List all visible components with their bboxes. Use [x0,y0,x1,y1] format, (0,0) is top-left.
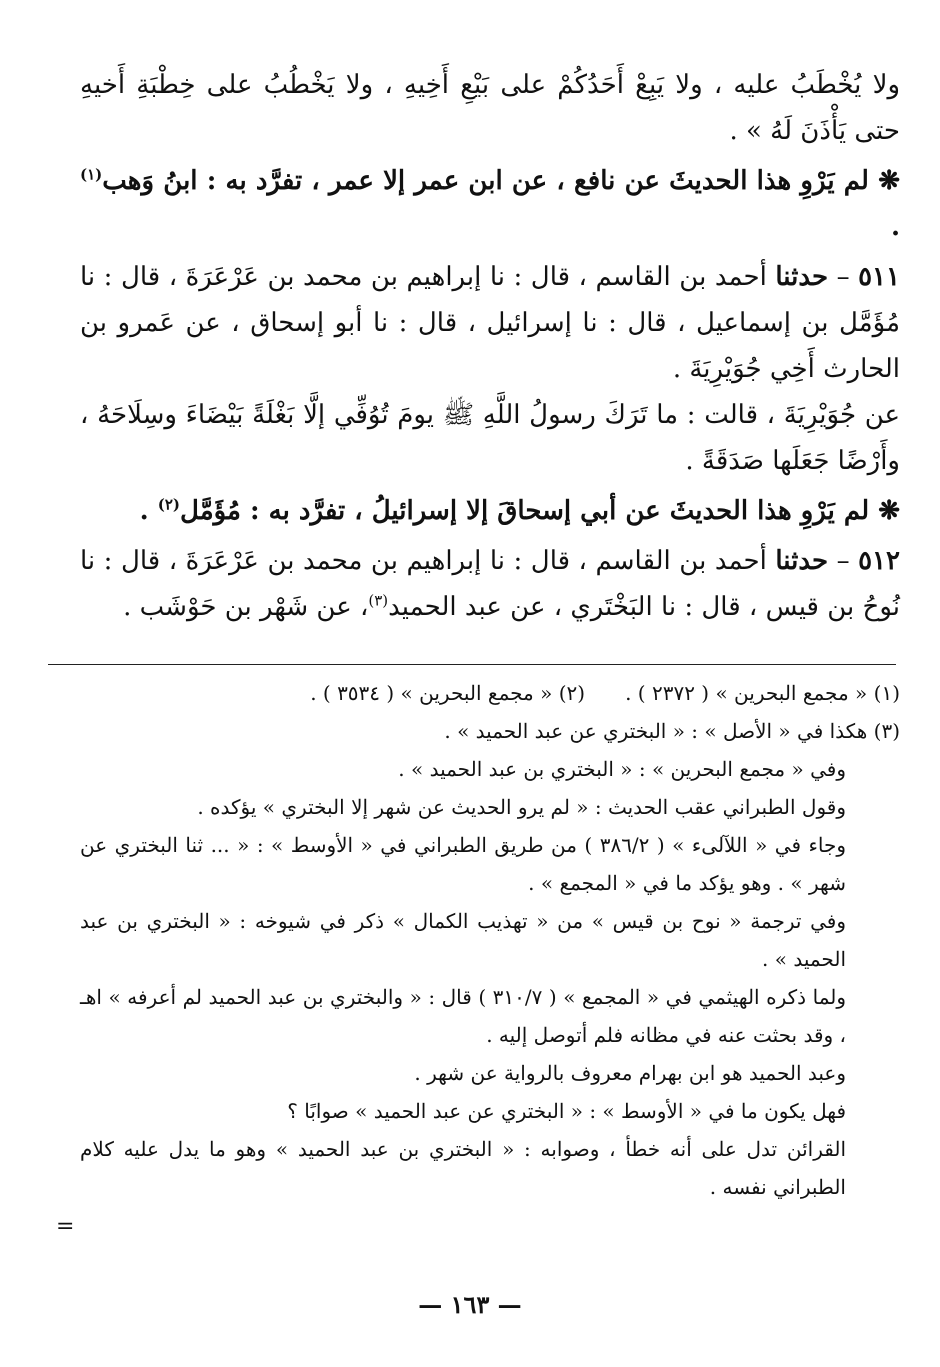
hadith-511-isnad: ٥١١ – حدثنا أحمد بن القاسم ، قال : نا إبراهيم بن محمد بن عَرْعَرَةَ ، قال : نا مُؤَمَّل بن إسماعيل ، قال : نا إسرائيل ، قال : نا أبو إسحاق ، عن عَمرو بن الحارث أَخِي جُوَيْرِيَةَ . [80,262,900,384]
star-marker: ❋ [878,166,900,196]
footnote-3-line: وفي « مجمع البحرين » : « البختري بن عبد الحميد » . [398,757,846,781]
footnote-row-1-2 [80,674,900,712]
star-marker: ❋ [878,496,900,526]
footnote-3-line: القرائن تدل على أنه خطأ ، وصوابه : « البختري بن عبد الحميد » وهو ما يدل عليه كلام الطبراني نفسه . [80,1137,846,1199]
footnote-3-line: وقول الطبراني عقب الحديث : « لم يرو الحديث عن شهر إلا البختري » يؤكده . [197,795,846,819]
verdict-510: ❋ لم يَرْوِ هذا الحديثَ عن نافع ، عن ابن عمر إلا عمر ، تفرَّد به : ابنُ وَهب$^{(١)}$ . [80,165,900,242]
footnote-ref-3[interactable]: (٣) [368,591,389,610]
footnote-ref-1[interactable]: (١) [80,165,103,184]
hadith-512-isnad: ٥١٢ – حدثنا أحمد بن القاسم ، قال : نا إبراهيم بن محمد بن عَرْعَرَةَ ، قال : نا نُوحُ بن قيس ، قال : نا البَخْتَري ، عن عبد الحميد$^{(٣)}$، عن شَهْر بن حَوْشَب . [80,546,900,622]
footnote-3-line: (٣) هكذا في « الأصل » : « البختري عن عبد الحميد » . [444,719,900,743]
hadith-continuation: ولا يُخْطَبُ عليه ، ولا يَبِعْ أَحَدُكُمْ على بَيْعِ أَخِيهِ ، ولا يَخْطُبُ على خِطْبَةِ أَخيهِ حتى يَأْذَنَ لَهُ » . [80,70,900,146]
footnotes [80,674,900,1206]
hadith-number: ٥١١ [858,262,900,292]
footnote-3-line: فهل يكون ما في « الأوسط » : « البختري عن عبد الحميد » صوابًا ؟ [287,1099,846,1123]
hadith-511-matn: عن جُوَيْرِيَةَ ، قالت : ما تَرَكَ رسولُ اللَّهِ ﷺ يومَ تُوُفِّي إلَّا بَغْلَةً بَيْضَاءَ وسِلَاحَهُ ، وأَرْضًا جَعَلَها صَدَقَةً . [80,400,900,476]
footnote-3-line: ولما ذكره الهيثمي في « المجمع » ( ٣١٠/٧ ) قال : « والبختري بن عبد الحميد لم أعرفه » اهـ ، وقد بحثت عنه في مظانه فلم أتوصل إليه . [80,985,847,1047]
main-text [80,62,900,630]
footnote-2: (٢) « مجمع البحرين » ( ٣٥٣٤ ) . [310,681,586,705]
haddathana-keyword: حدثنا [775,546,829,576]
footnote-ref-2[interactable]: (٢) [157,495,180,514]
footnote-separator [48,664,896,665]
footnote-3-line: وفي ترجمة « نوح بن قيس » من « تهذيب الكمال » ذكر في شيوخه : « البختري بن عبد الحميد » . [80,909,846,971]
verdict-text: لم يَرْوِ هذا الحديثَ عن أبي إسحاقَ إلا إسرائيلُ ، تفرَّد به : مُؤَمَّل [180,496,870,526]
page-number: — ١٦٣ — [418,1290,522,1319]
verdict-511: ❋ لم يَرْوِ هذا الحديثَ عن أبي إسحاقَ إلا إسرائيلُ ، تفرَّد به : مُؤَمَّل$^{(٢)}$ . [139,495,900,526]
isnad-text: أحمد بن القاسم ، قال : نا إبراهيم بن محمد بن عَرْعَرَةَ ، قال : نا نُوحُ بن قيس ، قال : نا البَخْتَري ، عن عبد الحميد [80,546,900,622]
verdict-text: لم يَرْوِ هذا الحديثَ عن نافع ، عن ابن عمر إلا عمر ، تفرَّد به : ابنُ وَهب [102,166,869,196]
hadith-number: ٥١٢ [858,546,900,576]
haddathana-keyword: حدثنا [775,262,829,292]
footnote-3-line: وجاء في « اللآلىء » ( ٣٨٦/٢ ) من طريق الطبراني في « الأوسط » : « ... ثنا البختري عن شهر » . وهو يؤكد ما في « المجمع » . [80,833,847,895]
footnote-3-line: وعبد الحميد هو ابن بهرام معروف بالرواية عن شهر . [414,1061,846,1085]
footnote-1: (١) « مجمع البحرين » ( ٢٣٧٢ ) . [625,681,900,705]
isnad-text: أحمد بن القاسم ، قال : نا إبراهيم بن محمد بن عَرْعَرَةَ ، قال : نا مُؤَمَّل بن إسماعيل ، قال : نا إسرائيل ، قال : نا أبو إسحاق ، عن عَمرو بن الحارث أَخِي جُوَيْرِيَةَ . [80,262,900,384]
continuation-mark: = [56,1214,75,1239]
